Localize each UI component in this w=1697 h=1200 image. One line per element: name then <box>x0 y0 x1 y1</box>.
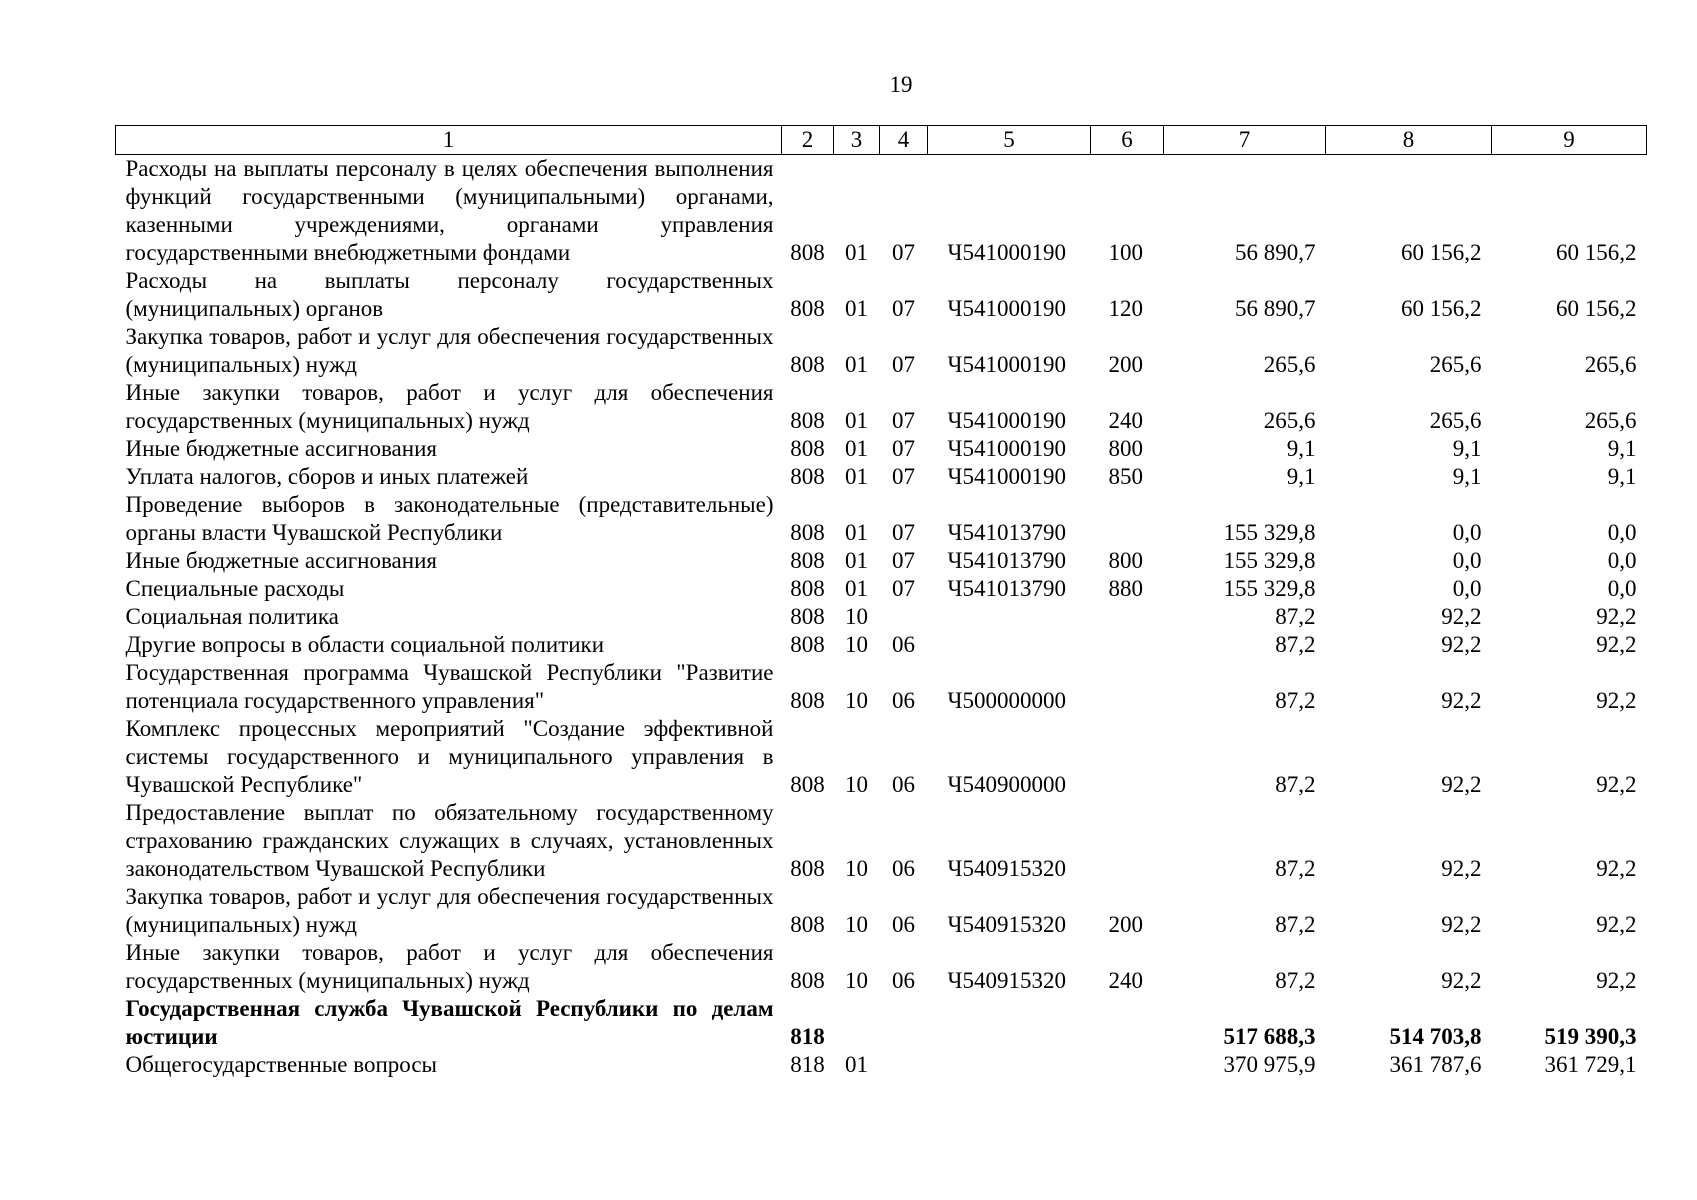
row-name-cell: Комплекс процессных мероприятий "Создание эффективной системы государственного и муниципального управления в Чувашской Республике" <box>125 716 774 797</box>
amount-year2-cell: 0,0 <box>1452 548 1482 573</box>
target-article-cell: Ч541013790 <box>947 548 1066 573</box>
table-row <box>116 995 1647 1051</box>
section-code-cell: 10 <box>845 604 868 629</box>
amount-year3-cell: 519 390,3 <box>1544 1024 1637 1049</box>
target-article-cell <box>928 995 1091 1051</box>
column-header: 7 <box>1164 126 1326 155</box>
expense-type-cell <box>1091 659 1164 715</box>
amount-year3-cell: 0,0 <box>1607 576 1637 601</box>
amount-year1-cell: 87,2 <box>1275 604 1316 629</box>
expense-type-cell: 880 <box>1108 576 1143 601</box>
section-code-cell: 01 <box>845 296 868 321</box>
amount-year1-cell: 87,2 <box>1275 632 1316 657</box>
amount-year1-cell: 87,2 <box>1275 968 1316 993</box>
expense-type-cell: 240 <box>1108 968 1143 993</box>
row-name-cell: Иные бюджетные ассигнования <box>125 436 437 461</box>
amount-year1-cell: 87,2 <box>1275 688 1316 713</box>
amount-year2-cell: 92,2 <box>1441 632 1482 657</box>
section-code-cell: 10 <box>845 632 868 657</box>
expense-type-cell <box>1091 491 1164 547</box>
subsection-code-cell: 07 <box>892 548 915 573</box>
amount-year1-cell: 56 890,7 <box>1235 240 1316 265</box>
amount-year2-cell: 265,6 <box>1429 408 1482 433</box>
amount-year2-cell: 60 156,2 <box>1401 240 1482 265</box>
table-row <box>116 379 1647 435</box>
table-row <box>116 323 1647 379</box>
amount-year3-cell: 9,1 <box>1607 436 1637 461</box>
section-code-cell: 01 <box>845 520 868 545</box>
subsection-code-cell: 06 <box>892 632 915 657</box>
ministry-code-cell: 808 <box>790 688 825 713</box>
subsection-code-cell: 07 <box>892 464 915 489</box>
amount-year3-cell: 265,6 <box>1584 408 1637 433</box>
subsection-code-cell: 06 <box>892 772 915 797</box>
ministry-code-cell: 808 <box>790 576 825 601</box>
subsection-code-cell: 07 <box>892 240 915 265</box>
section-code-cell: 10 <box>845 772 868 797</box>
subsection-code-cell: 07 <box>892 576 915 601</box>
amount-year2-cell: 0,0 <box>1452 576 1482 601</box>
amount-year1-cell: 517 688,3 <box>1223 1024 1316 1049</box>
section-code-cell: 01 <box>845 408 868 433</box>
subsection-code-cell: 06 <box>892 688 915 713</box>
amount-year3-cell: 0,0 <box>1607 548 1637 573</box>
amount-year2-cell: 92,2 <box>1441 604 1482 629</box>
amount-year3-cell: 92,2 <box>1596 912 1637 937</box>
expense-type-cell <box>1091 715 1164 799</box>
amount-year2-cell: 92,2 <box>1441 772 1482 797</box>
target-article-cell: Ч541013790 <box>947 520 1066 545</box>
row-name-cell: Закупка товаров, работ и услуг для обеспечения государственных (муниципальных) нужд <box>125 324 774 377</box>
subsection-code-cell: 07 <box>892 408 915 433</box>
expense-type-cell: 120 <box>1108 296 1143 321</box>
section-code-cell: 01 <box>845 548 868 573</box>
ministry-code-cell: 818 <box>790 1052 825 1077</box>
column-header: 9 <box>1492 126 1647 155</box>
expense-type-cell <box>1091 995 1164 1051</box>
ministry-code-cell: 808 <box>790 604 825 629</box>
target-article-cell: Ч541000190 <box>947 408 1066 433</box>
amount-year1-cell: 9,1 <box>1286 436 1316 461</box>
amount-year1-cell: 155 329,8 <box>1223 576 1316 601</box>
subsection-code-cell: 07 <box>892 296 915 321</box>
amount-year2-cell: 9,1 <box>1452 464 1482 489</box>
target-article-cell: Ч500000000 <box>947 688 1066 713</box>
expense-type-cell: 850 <box>1108 464 1143 489</box>
expense-type-cell <box>1091 603 1164 631</box>
row-name-cell: Предоставление выплат по обязательному государственному страхованию гражданских служащих в случаях, установленных законодательством Чувашской Республики <box>125 800 774 881</box>
column-header: 4 <box>880 126 928 155</box>
row-name-cell: Расходы на выплаты персоналу в целях обеспечения выполнения функций государственными (муниципальными) органами, казенными учреждениями, органами управления государственными внебюджетными фондами <box>125 156 774 265</box>
target-article-cell: Ч540915320 <box>947 968 1066 993</box>
section-code-cell: 01 <box>845 352 868 377</box>
target-article-cell: Ч541000190 <box>947 436 1066 461</box>
table-row <box>116 575 1647 603</box>
expense-type-cell: 800 <box>1108 548 1143 573</box>
ministry-code-cell: 808 <box>790 912 825 937</box>
amount-year3-cell: 92,2 <box>1596 968 1637 993</box>
ministry-code-cell: 808 <box>790 436 825 461</box>
amount-year3-cell: 92,2 <box>1596 632 1637 657</box>
amount-year2-cell: 92,2 <box>1441 688 1482 713</box>
amount-year1-cell: 87,2 <box>1275 772 1316 797</box>
amount-year1-cell: 370 975,9 <box>1223 1052 1316 1077</box>
ministry-code-cell: 808 <box>790 352 825 377</box>
row-name-cell: Иные закупки товаров, работ и услуг для обеспечения государственных (муниципальных) нужд <box>125 940 774 993</box>
expense-type-cell: 100 <box>1108 240 1143 265</box>
table-row <box>116 463 1647 491</box>
ministry-code-cell: 808 <box>790 632 825 657</box>
subsection-code-cell <box>880 995 928 1051</box>
row-name-cell: Закупка товаров, работ и услуг для обеспечения государственных (муниципальных) нужд <box>125 884 774 937</box>
ministry-code-cell: 808 <box>790 408 825 433</box>
amount-year1-cell: 87,2 <box>1275 856 1316 881</box>
table-row <box>116 631 1647 659</box>
expense-type-cell <box>1091 799 1164 883</box>
expense-type-cell: 200 <box>1108 912 1143 937</box>
amount-year2-cell: 9,1 <box>1452 436 1482 461</box>
subsection-code-cell: 07 <box>892 520 915 545</box>
expense-type-cell: 200 <box>1108 352 1143 377</box>
section-code-cell: 10 <box>845 912 868 937</box>
row-name-cell: Расходы на выплаты персоналу государственных (муниципальных) органов <box>125 268 774 321</box>
column-header: 2 <box>782 126 834 155</box>
amount-year1-cell: 9,1 <box>1286 464 1316 489</box>
row-name-cell: Иные закупки товаров, работ и услуг для обеспечения государственных (муниципальных) нужд <box>125 380 774 433</box>
target-article-cell: Ч540915320 <box>947 856 1066 881</box>
target-article-cell <box>928 1051 1091 1079</box>
target-article-cell <box>928 603 1091 631</box>
table-row <box>116 799 1647 883</box>
table-row <box>116 715 1647 799</box>
ministry-code-cell: 808 <box>790 464 825 489</box>
amount-year1-cell: 155 329,8 <box>1223 548 1316 573</box>
ministry-code-cell: 808 <box>790 968 825 993</box>
column-header: 1 <box>116 126 782 155</box>
row-name-cell: Уплата налогов, сборов и иных платежей <box>125 464 529 489</box>
target-article-cell: Ч541013790 <box>947 576 1066 601</box>
ministry-code-cell: 808 <box>790 772 825 797</box>
amount-year3-cell: 92,2 <box>1596 688 1637 713</box>
table-body <box>116 155 1647 1080</box>
amount-year2-cell: 92,2 <box>1441 968 1482 993</box>
row-name-cell: Государственная программа Чувашской Республики "Развитие потенциала государственного управления" <box>125 660 774 713</box>
row-name-cell: Другие вопросы в области социальной политики <box>125 632 605 657</box>
subsection-code-cell: 07 <box>892 436 915 461</box>
amount-year3-cell: 92,2 <box>1596 856 1637 881</box>
target-article-cell: Ч540915320 <box>947 912 1066 937</box>
expense-type-cell: 800 <box>1108 436 1143 461</box>
row-name-cell: Иные бюджетные ассигнования <box>125 548 437 573</box>
table-row <box>116 939 1647 995</box>
section-code-cell: 01 <box>845 436 868 461</box>
subsection-code-cell: 07 <box>892 352 915 377</box>
section-code-cell: 01 <box>845 240 868 265</box>
ministry-code-cell: 808 <box>790 240 825 265</box>
subsection-code-cell: 06 <box>892 968 915 993</box>
expense-type-cell <box>1091 1051 1164 1079</box>
ministry-code-cell: 808 <box>790 548 825 573</box>
table-row <box>116 547 1647 575</box>
section-code-cell: 01 <box>845 576 868 601</box>
table-header-row <box>116 126 1647 155</box>
amount-year2-cell: 265,6 <box>1429 352 1482 377</box>
amount-year2-cell: 514 703,8 <box>1389 1024 1482 1049</box>
column-header: 5 <box>928 126 1091 155</box>
row-name-cell: Проведение выборов в законодательные (представительные) органы власти Чувашской Республики <box>125 492 774 545</box>
target-article-cell: Ч540900000 <box>947 772 1066 797</box>
amount-year1-cell: 265,6 <box>1263 408 1316 433</box>
amount-year2-cell: 361 787,6 <box>1389 1052 1482 1077</box>
target-article-cell: Ч541000190 <box>947 240 1066 265</box>
target-article-cell: Ч541000190 <box>947 296 1066 321</box>
row-name-cell: Специальные расходы <box>125 576 345 601</box>
target-article-cell: Ч541000190 <box>947 352 1066 377</box>
amount-year1-cell: 87,2 <box>1275 912 1316 937</box>
amount-year1-cell: 265,6 <box>1263 352 1316 377</box>
amount-year3-cell: 9,1 <box>1607 464 1637 489</box>
section-code-cell: 01 <box>845 464 868 489</box>
amount-year2-cell: 0,0 <box>1452 520 1482 545</box>
amount-year1-cell: 56 890,7 <box>1235 296 1316 321</box>
amount-year3-cell: 92,2 <box>1596 772 1637 797</box>
ministry-code-cell: 808 <box>790 856 825 881</box>
section-code-cell: 10 <box>845 688 868 713</box>
table-row <box>116 155 1647 268</box>
amount-year3-cell: 0,0 <box>1607 520 1637 545</box>
amount-year3-cell: 361 729,1 <box>1544 1052 1637 1077</box>
table-row <box>116 603 1647 631</box>
subsection-code-cell: 06 <box>892 912 915 937</box>
column-header: 6 <box>1091 126 1164 155</box>
subsection-code-cell <box>880 603 928 631</box>
table-row <box>116 1051 1647 1079</box>
ministry-code-cell: 808 <box>790 296 825 321</box>
amount-year3-cell: 60 156,2 <box>1556 240 1637 265</box>
column-header: 3 <box>834 126 880 155</box>
ministry-code-cell: 818 <box>790 1024 825 1049</box>
amount-year2-cell: 92,2 <box>1441 856 1482 881</box>
column-header: 8 <box>1326 126 1492 155</box>
table-row <box>116 491 1647 547</box>
target-article-cell: Ч541000190 <box>947 464 1066 489</box>
budget-table <box>115 125 1647 1079</box>
row-name-cell: Государственная служба Чувашской Республики по делам юстиции <box>125 996 774 1049</box>
table-row <box>116 659 1647 715</box>
ministry-code-cell: 808 <box>790 520 825 545</box>
amount-year3-cell: 265,6 <box>1584 352 1637 377</box>
subsection-code-cell: 06 <box>892 856 915 881</box>
row-name-cell: Социальная политика <box>125 604 339 629</box>
section-code-cell: 10 <box>845 856 868 881</box>
expense-type-cell: 240 <box>1108 408 1143 433</box>
section-code-cell: 01 <box>845 1052 868 1077</box>
amount-year3-cell: 60 156,2 <box>1556 296 1637 321</box>
section-code-cell: 10 <box>845 968 868 993</box>
page-number: 19 <box>889 72 913 97</box>
expense-type-cell <box>1091 631 1164 659</box>
section-code-cell <box>834 995 880 1051</box>
amount-year2-cell: 92,2 <box>1441 912 1482 937</box>
table-row <box>116 435 1647 463</box>
subsection-code-cell <box>880 1051 928 1079</box>
table-row <box>116 883 1647 939</box>
amount-year3-cell: 92,2 <box>1596 604 1637 629</box>
amount-year2-cell: 60 156,2 <box>1401 296 1482 321</box>
row-name-cell: Общегосударственные вопросы <box>125 1052 437 1077</box>
target-article-cell <box>928 631 1091 659</box>
table-row <box>116 267 1647 323</box>
amount-year1-cell: 155 329,8 <box>1223 520 1316 545</box>
